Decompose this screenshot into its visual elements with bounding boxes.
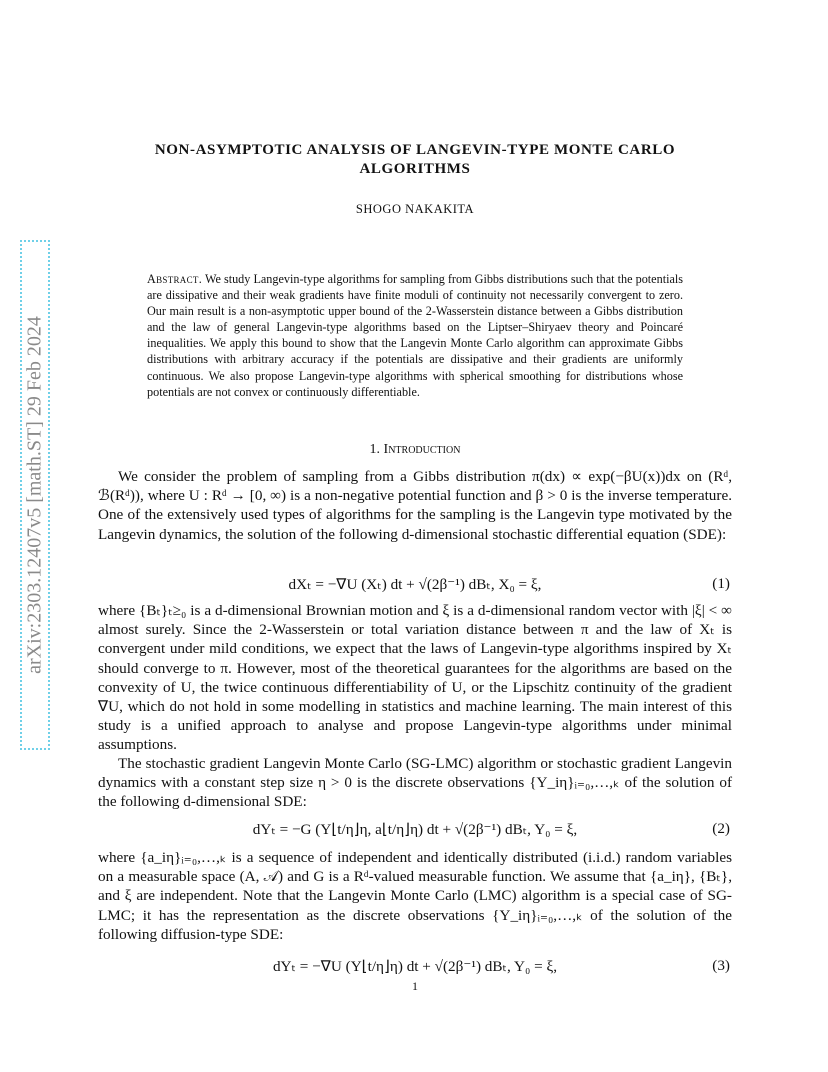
equation-3: [98, 957, 732, 979]
arxiv-identifier: arXiv:2303.12407v5 [math.ST] 29 Feb 2024: [23, 316, 46, 674]
equation-3-expression: dYₜ = −∇U (Y⌊t/η⌋η) dt + √(2β⁻¹) dBₜ, Y₀ = ξ,: [272, 958, 558, 975]
paper-page: [98, 0, 732, 1072]
equation-1: [98, 575, 732, 597]
section-title: Introduction: [383, 442, 461, 457]
equation-1-expression: dXₜ = −∇U (Xₜ) dt + √(2β⁻¹) dBₜ, X₀ = ξ,: [288, 576, 542, 593]
page-number: 1: [412, 979, 418, 993]
section-number: 1.: [369, 442, 381, 457]
paragraph-2: where {Bₜ}ₜ≥₀ is a d-dimensional Brownian motion and ξ is a d-dimensional random vector with |ξ| < ∞ almost surely. Since the 2-Wasserstein or total variation distance between π and the law of Xₜ is convergent under mild conditions, we expect that the laws of Langevin-type algorithms inspired by Xₜ should converge to π. However, most of the theoretical guarantees for the algorithms are based on the convexity of U, the twice continuous differentiability of U, or the Lipschitz continuity of the gradient ∇U, which do not hold in some modelling in statistics and machine learning. The main interest of this study is a unified approach to analyse and propose Langevin-type algorithms under minimal assumptions.: [98, 602, 732, 754]
abstract-text: We study Langevin-type algorithms for sampling from Gibbs distributions such that the potentials are dissipative and their weak gradients have finite moduli of continuity not necessarily convergent to zero. Our main result is a non-asymptotic upper bound of the 2-Wasserstein distance between a Gibbs distribution and the law of general Langevin-type algorithms based on the Liptser–Shiryaev theory and Poincaré inequalities. We apply this bound to show that the Langevin Monte Carlo algorithm can approximate Gibbs distributions with arbitrary accuracy if the potentials are dissipative and their gradients are uniformly continuous. We also propose Langevin-type algorithms with spherical smoothing for distributions whose potentials are not convex or continuously differentiable.: [147, 272, 684, 399]
section-heading: [98, 442, 732, 458]
equation-2-number: (2): [712, 820, 730, 837]
equation-3-number: (3): [712, 957, 730, 974]
paper-title: [98, 141, 732, 179]
paragraph-4: where {a_iη}ᵢ₌₀,…,ₖ is a sequence of independent and identically distributed (i.i.d.) random variables on a measurable space (A, 𝒜) and G is a Rᵈ-valued measurable function. We assume that {a_iη}, {Bₜ}, and ξ are independent. Note that the Langevin Monte Carlo (LMC) algorithm is a special case of SG-LMC; it has the representation as the discrete observations {Y_iη}ᵢ₌₀,…,ₖ of the solution of the following diffusion-type SDE:: [98, 849, 732, 943]
equation-2: [98, 820, 732, 842]
author-name: SHOGO NAKAKITA: [355, 202, 475, 216]
equation-1-number: (1): [712, 575, 730, 592]
paragraph-3: The stochastic gradient Langevin Monte Carlo (SG-LMC) algorithm or stochastic gradient Langevin dynamics with a constant step size η > 0 is the discrete observations {Y_iη}ᵢ₌₀,…,ₖ of the solution of the following d-dimensional SDE:: [98, 755, 732, 811]
title-line-1: NON-ASYMPTOTIC ANALYSIS OF LANGEVIN-TYPE MONTE CARLO: [154, 142, 676, 158]
abstract-label: Abstract.: [147, 272, 203, 286]
abstract: [147, 271, 683, 400]
equation-2-expression: dYₜ = −G (Y⌊t/η⌋η, a⌊t/η⌋η) dt + √(2β⁻¹) dBₜ, Y₀ = ξ,: [252, 821, 578, 838]
paragraph-1: We consider the problem of sampling from a Gibbs distribution π(dx) ∝ exp(−βU(x))dx on (Rᵈ, ℬ(Rᵈ)), where U : Rᵈ → [0, ∞) is a non-negative potential function and β > 0 is the inverse temperature. One of the extensively used types of algorithms for the sampling is the Langevin type motivated by the Langevin dynamics, the solution of the following d-dimensional stochastic differential equation (SDE):: [98, 468, 732, 543]
title-line-2: ALGORITHMS: [359, 161, 471, 177]
